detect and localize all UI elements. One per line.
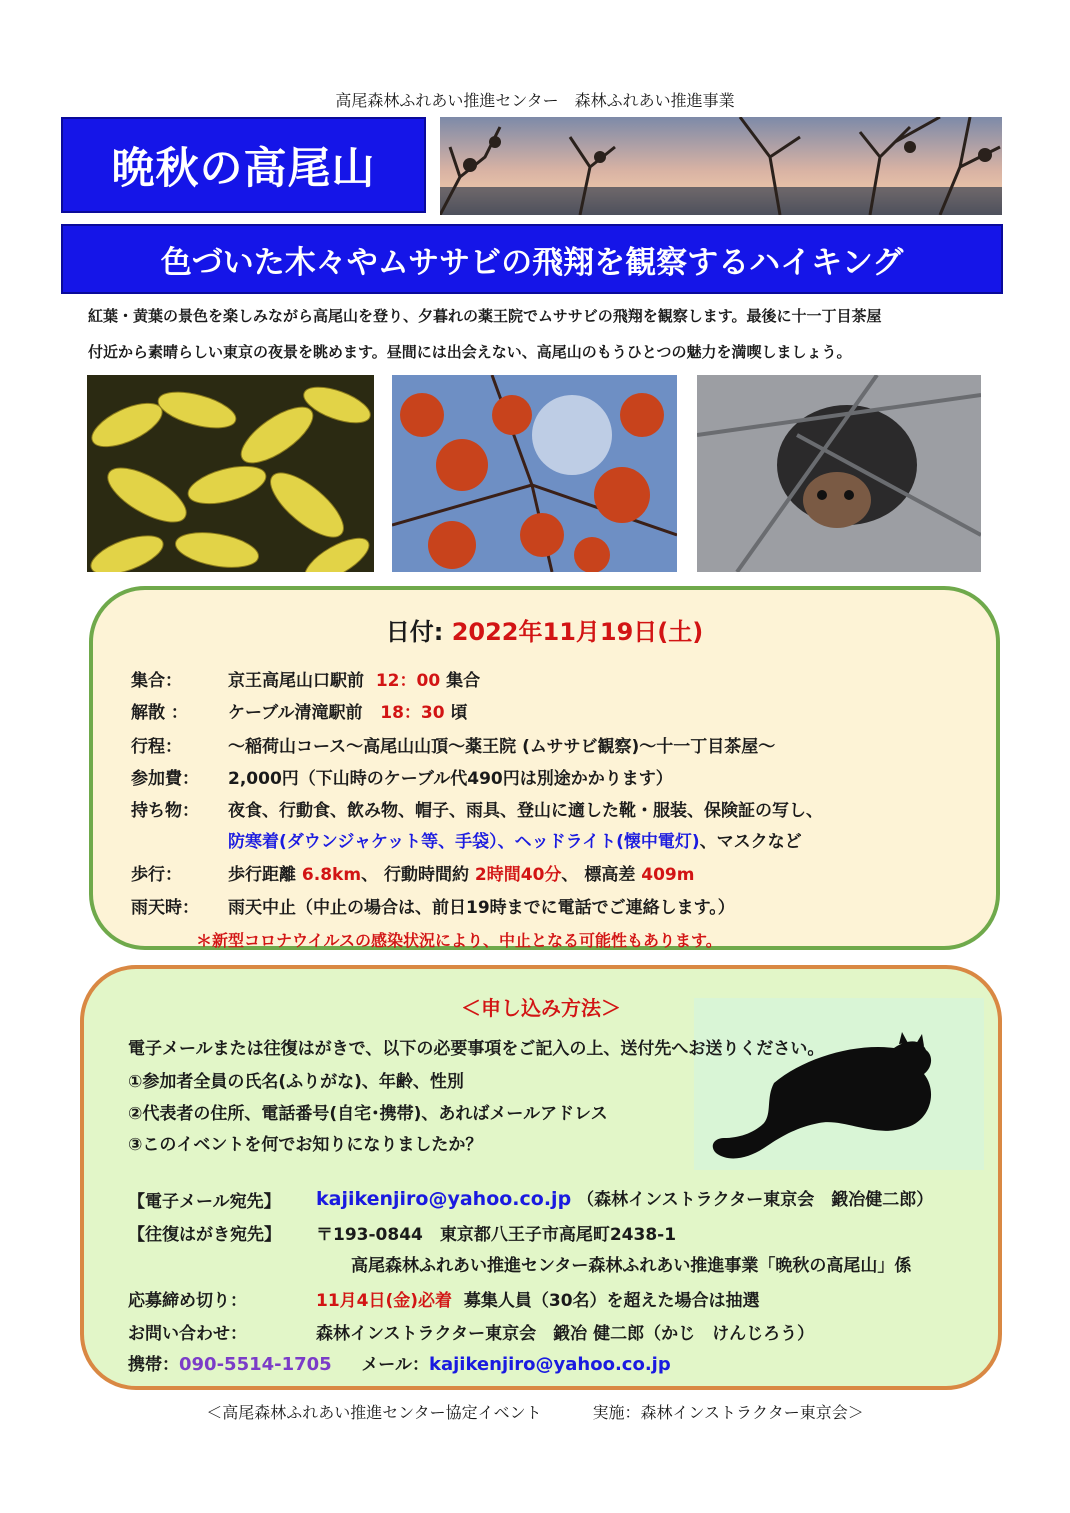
walk-label: 歩行：	[131, 865, 182, 885]
squirrel-silhouette	[694, 998, 984, 1170]
apply-heading: ＜申し込み方法＞	[461, 996, 621, 1020]
disband-label: 解散 ：	[131, 703, 188, 723]
subtitle-box	[61, 224, 1003, 294]
meet-value: 京王高尾山口駅前 12：00 集合	[228, 671, 481, 691]
footer-right: 実施：森林インストラクター東京会＞	[592, 1403, 864, 1422]
disband-value: ケーブル清滝駅前 18：30 頃	[228, 703, 468, 723]
walk-value: 歩行距離 6.8km、 行動時間約 2時間40分、 標高差 409m	[228, 865, 695, 885]
subtitle: 色づいた木々やムササビの飛翔を観察するハイキング	[160, 244, 904, 281]
items-line-1: 夜食、行動食、飲み物、帽子、雨具、登山に適した靴・服装、保険証の写し、	[228, 801, 823, 821]
email-address-link[interactable]: kajikenjiro@yahoo.co.jp	[316, 1188, 572, 1210]
footer	[0, 1400, 1070, 1423]
organization-line: 高尾森林ふれあい推進センター 森林ふれあい推進事業	[335, 91, 735, 110]
fee-label: 参加費：	[131, 769, 199, 789]
postcard-recipient: 高尾森林ふれあい推進センター森林ふれあい推進事業「晩秋の高尾山」係	[351, 1256, 912, 1276]
requirement-2: ②代表者の住所、電話番号(自宅･携帯)、あればメールアドレス	[128, 1104, 608, 1124]
flying-squirrel-photo	[697, 375, 981, 572]
fee-value: 2,000円（下山時のケーブル代490円は別途かかります）	[228, 769, 673, 789]
date-value: 2022年11月19日(土)	[451, 618, 704, 646]
date-label: 日付:	[385, 618, 452, 646]
sunset-banner-photo	[440, 117, 1002, 215]
requirement-1: ①参加者全員の氏名(ふりがな)、年齢、性別	[128, 1072, 464, 1092]
deadline-label: 応募締め切り：	[128, 1291, 247, 1311]
route-value: ～稲荷山コース～高尾山山頂～薬王院 (ムササビ観察)～十一丁目茶屋～	[228, 737, 776, 757]
footer-left: ＜高尾森林ふれあい推進センター協定イベント	[206, 1403, 542, 1422]
apply-intro: 電子メールまたは往復はがきで、以下の必要事項をご記入の上、送付先へお送りください。	[128, 1039, 825, 1059]
meet-label: 集合：	[131, 671, 182, 691]
requirement-3: ③このイベントを何でお知りになりましたか？	[128, 1135, 483, 1155]
red-maple-photo	[392, 375, 677, 572]
intro-line-1: 紅葉・黄葉の景色を楽しみながら高尾山を登り、夕暮れの薬王院でムササビの飛翔を観察します。最後に十一丁目茶屋	[88, 307, 882, 325]
deadline-line: 11月4日(金)必着 募集人員（30名）を超えた場合は抽選	[316, 1291, 760, 1311]
intro-line-2: 付近から素晴らしい東京の夜景を眺めます。昼間には出会えない、高尾山のもうひとつの魅力を満喫しましょう。	[88, 343, 852, 361]
contact-label: お問い合わせ：	[128, 1324, 247, 1344]
rain-label: 雨天時：	[131, 898, 199, 918]
rain-value: 雨天中止（中止の場合は、前日19時までに電話でご連絡します。）	[228, 898, 735, 918]
title-box	[61, 117, 426, 213]
mail-address-link[interactable]: kajikenjiro@yahoo.co.jp	[428, 1354, 671, 1375]
contact-phone-mail: 携帯：090-5514-1705 メール：kajikenjiro@yahoo.co.jp	[128, 1354, 671, 1375]
email-line: kajikenjiro@yahoo.co.jp （森林インストラクター東京会 鍛冶健二郎）	[316, 1188, 934, 1210]
page-title: 晩秋の高尾山	[111, 143, 376, 194]
postcard-address: 〒193-0844 東京都八王子市高尾町2438-1	[316, 1225, 677, 1245]
yellow-leaves-photo	[87, 375, 374, 572]
mobile-number[interactable]: 090-5514-1705	[179, 1354, 332, 1375]
date-line	[89, 612, 1000, 647]
items-line-2: 防寒着(ダウンジャケット等、手袋）、ヘッドライト(懐中電灯)、マスクなど	[228, 832, 802, 852]
route-label: 行程：	[131, 737, 182, 757]
contact-value: 森林インストラクター東京会 鍛冶 健二郎（かじ けんじろう）	[316, 1324, 815, 1344]
covid-note: ＊新型コロナウイルスの感染状況により、中止となる可能性もあります。	[196, 931, 722, 950]
postcard-label: 【往復はがき宛先】	[128, 1225, 281, 1245]
items-label: 持ち物：	[131, 801, 199, 821]
email-label: 【電子メール宛先】	[128, 1192, 281, 1212]
